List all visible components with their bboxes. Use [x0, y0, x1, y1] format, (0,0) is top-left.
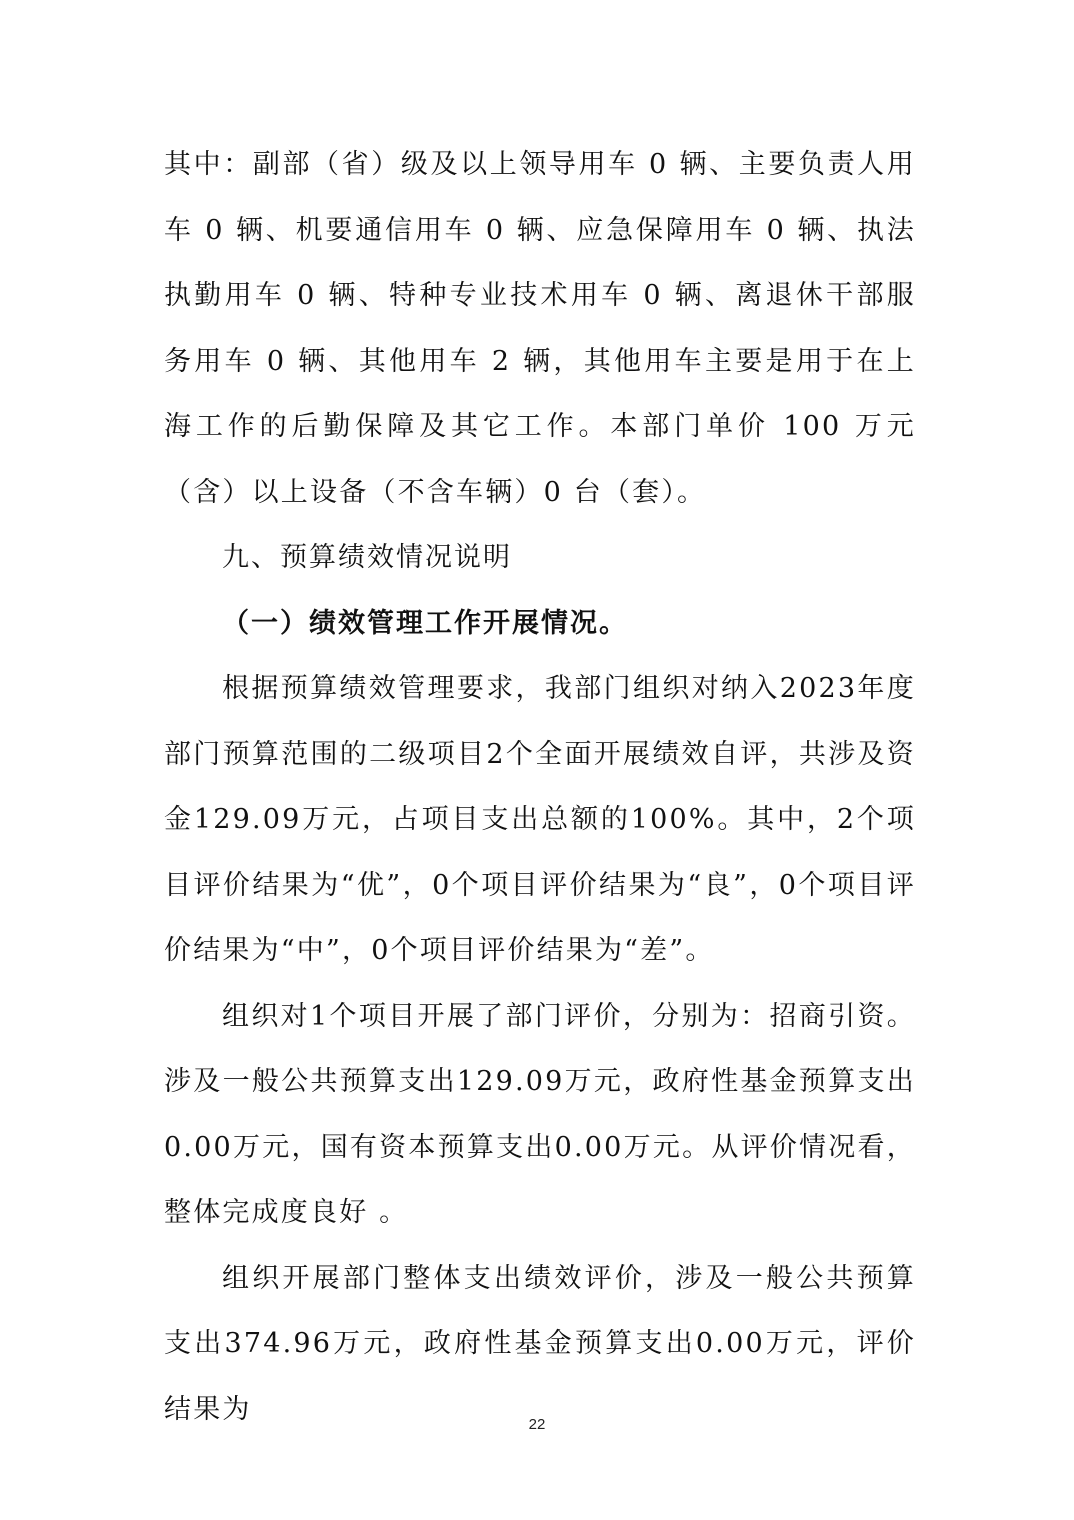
page-number: 22	[528, 1416, 546, 1433]
self-evaluation-paragraph: 根据预算绩效管理要求，我部门组织对纳入2023年度部门预算范围的二级项目2个全面开展绩效自评，共涉及资金129.09万元，占项目支出总额的100%。其中，2个项目评价结果为“优”，0个项目评价结果为“良”，0个项目评价结果为“中”，0个项目评价结果为“差”。	[164, 673, 916, 966]
subsection-heading: （一）绩效管理工作开展情况。	[222, 607, 628, 639]
vehicle-paragraph: 其中：副部（省）级及以上领导用车 0 辆、主要负责人用车 0 辆、机要通信用车 0 辆、应急保障用车 0 辆、执法执勤用车 0 辆、特种专业技术用车 0 辆、离退休干部服务用车 0 辆、其他用车 2 辆，其他用车主要是用于在上海工作的后勤保障及其它工作。本部门单价 100 万元（含）以上设备（不含车辆）0 台（套）。	[164, 149, 916, 508]
section-heading: 九、预算绩效情况说明	[222, 542, 512, 573]
page-content	[164, 132, 916, 1442]
project-evaluation-paragraph: 组织对1个项目开展了部门评价，分别为：招商引资。涉及一般公共预算支出129.09万元，政府性基金预算支出0.00万元，国有资本预算支出0.00万元。从评价情况看，整体完成度良好 。	[164, 1000, 916, 1228]
overall-evaluation-paragraph: 组织开展部门整体支出绩效评价，涉及一般公共预算支出374.96万元，政府性基金预算支出0.00万元，评价结果为	[164, 1262, 916, 1425]
